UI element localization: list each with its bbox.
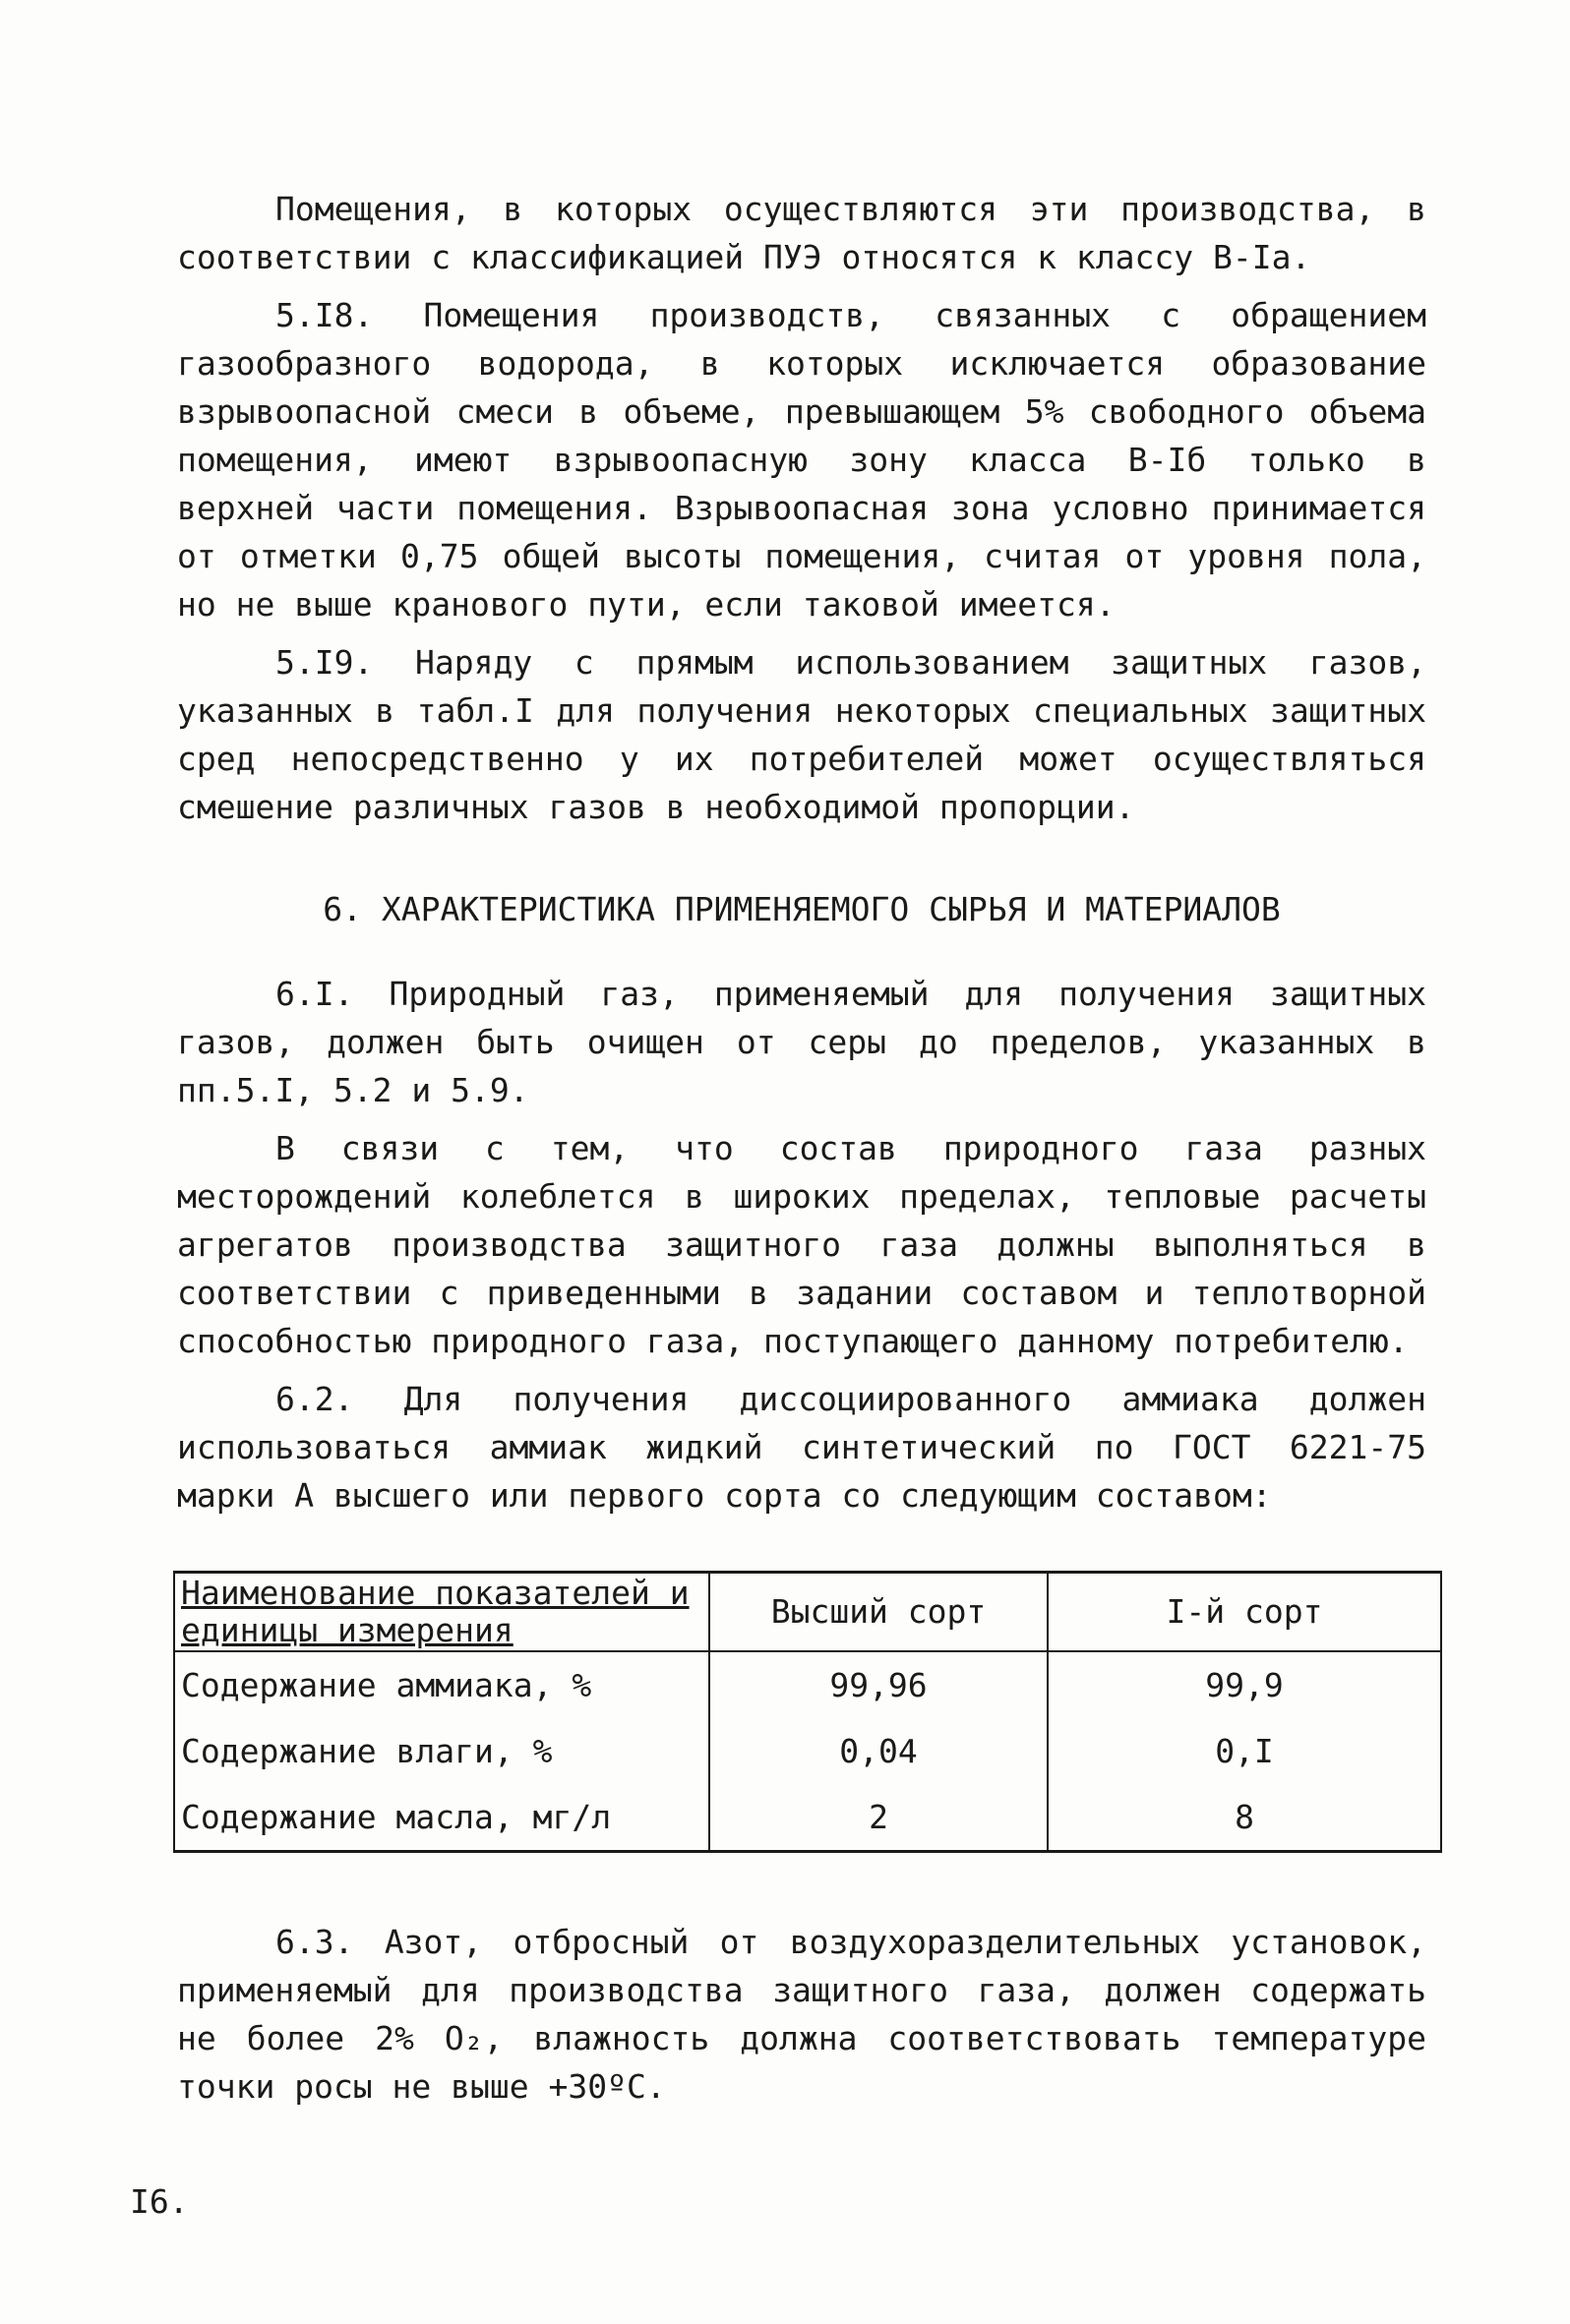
row-top-value: 99,96	[709, 1651, 1048, 1718]
paragraph-5-18: 5.I8. Помещения производств, связанных с обращением газообразного водорода, в которых исключается образование взрывоопасной смеси в объеме, превышающем 5% свободного объема помещения, имеют взрывоопасную зону класса В-Iб только в верхней части помещения. Взрывоопасная зона условно принимается от отметки 0,75 общей высоты помещения, считая от уровня пола, но не выше кранового пути, если таковой имеется.	[177, 296, 1426, 624]
paragraph-6-1: 6.I. Природный газ, применяемый для получения защитных газов, должен быть очищен от серы до пределов, указанных в пп.5.I, 5.2 и 5.9.	[177, 975, 1426, 1109]
row-top-value: 2	[709, 1784, 1048, 1852]
table-row	[174, 1718, 1441, 1784]
header-indicator: Наименование показателей и единицы измерения	[174, 1573, 709, 1652]
ammonia-spec-table	[173, 1571, 1442, 1853]
paragraph-class-continuation: Помещения, в которых осуществляются эти производства, в соответствии с классификацией ПУЭ относятся к классу В-Iа.	[177, 190, 1426, 276]
table-row	[174, 1651, 1441, 1718]
page-number: I6.	[130, 2182, 189, 2221]
row-top-value: 0,04	[709, 1718, 1048, 1784]
table-header-row	[174, 1573, 1441, 1652]
header-top-grade: Высший сорт	[709, 1573, 1048, 1652]
row-name: Содержание аммиака, %	[174, 1651, 709, 1718]
row-first-value: 0,I	[1048, 1718, 1441, 1784]
text-block-bottom	[177, 1918, 1426, 2111]
text-block-mid	[177, 970, 1426, 1520]
section-heading: 6. ХАРАКТЕРИСТИКА ПРИМЕНЯЕМОГО СЫРЬЯ И МАТЕРИАЛОВ	[323, 890, 1281, 928]
header-first-grade: I-й сорт	[1048, 1573, 1441, 1652]
row-first-value: 99,9	[1048, 1651, 1441, 1718]
row-first-value: 8	[1048, 1784, 1441, 1852]
row-name: Содержание масла, мг/л	[174, 1784, 709, 1852]
text-block-top	[177, 185, 1426, 831]
paragraph-6-2: 6.2. Для получения диссоциированного аммиака должен использоваться аммиак жидкий синтетический по ГОСТ 6221-75 марки А высшего или первого сорта со следующим составом:	[177, 1380, 1426, 1515]
paragraph-6-3: 6.3. Азот, отбросный от воздухоразделительных установок, применяемый для производства защитного газа, должен содержать не более 2% O₂, влажность должна соответствовать температуре точки росы не выше +30ºС.	[177, 1923, 1426, 2106]
row-name: Содержание влаги, %	[174, 1718, 709, 1784]
table-row	[174, 1784, 1441, 1852]
paragraph-natural-gas: В связи с тем, что состав природного газа разных месторождений колеблется в широких пределах, тепловые расчеты агрегатов производства защитного газа должны выполняться в соответствии с приведенными в задании составом и теплотворной способностью природного газа, поступающего данному потребителю.	[177, 1129, 1426, 1360]
paragraph-5-19: 5.I9. Наряду с прямым использованием защитных газов, указанных в табл.I для получения некоторых специальных защитных сред непосредственно у их потребителей может осуществляться смешение различных газов в необходимой пропорции.	[177, 643, 1426, 826]
